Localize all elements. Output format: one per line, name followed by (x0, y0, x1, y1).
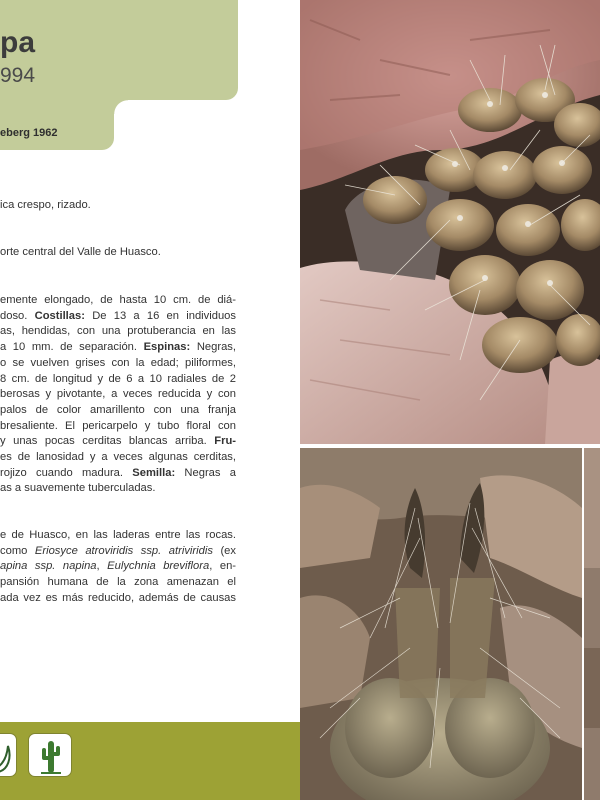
text-line: a 10 mm. de separación. Espinas: Negras, (0, 341, 236, 354)
habit-line: ica crespo, rizado. (0, 199, 91, 211)
espinas-label: Espinas: (143, 341, 191, 354)
species-name: apina ssp. napina (0, 560, 97, 573)
species-name: Eulychnia breviflora (107, 560, 210, 573)
plant-shape-icon (0, 733, 17, 777)
bottom-photo-cactus-buds (300, 448, 582, 800)
distribution-paragraph (0, 245, 236, 261)
costillas-label: Costillas: (34, 309, 85, 322)
text-line: pansión humana de la zona amenazan el (0, 576, 236, 589)
text-line: berosas y pivotante, a veces reducida y con (0, 388, 236, 401)
text-line: as, hendidas, con una protuberancia en las (0, 325, 236, 338)
text-line: 8 cm. de longitud y de 6 a 10 radiales de 2 (0, 372, 236, 385)
habit-paragraph (0, 198, 236, 214)
text-line: as a suavemente tuberculadas. (0, 482, 156, 495)
species-name: Eriosyce atroviridis ssp. atriviridis (34, 544, 213, 557)
semilla-label: Semilla: (132, 466, 176, 479)
text-line: y unas pocas cerditas blancas arriba. Fru- (0, 435, 236, 448)
text-line: apina ssp. napina, Eulychnia breviflora, en- (0, 560, 237, 573)
title-banner (0, 0, 238, 100)
fruto-label: Fru- (214, 435, 236, 448)
distribution-line: orte central del Valle de Huasco. (0, 246, 161, 258)
top-photo-cactus-cluster (300, 0, 600, 444)
text-line: es de lanosidad y a veces algunas cerditas, (0, 451, 236, 464)
author-citation: eberg 1962 (0, 127, 58, 139)
text-line: palos de color amarillento con una franja (0, 403, 236, 416)
author-banner (0, 100, 114, 150)
text-line: ada vez es más reducido, además de causas (0, 591, 236, 604)
columnar-cactus-icon (28, 733, 72, 777)
description-paragraph (0, 293, 236, 497)
text-line: bresaliente. El pericarpelo y tubo floral con (0, 419, 236, 432)
text-line: emente elongado, de hasta 10 cm. de diá- (0, 294, 236, 306)
text-line: e de Huasco, en las laderas entre las rocas. (0, 529, 236, 541)
bottom-right-photo-rock (584, 448, 600, 800)
species-title: pa (0, 26, 36, 59)
text-line: o se vuelven grises con la edad; piliformes, (0, 356, 236, 369)
text-line: como Eriosyce atroviridis ssp. atriviridis (ex (0, 544, 236, 557)
habitat-paragraph (0, 528, 236, 607)
text-line: rojizo cuando madura. Semilla: Negras a (0, 466, 236, 479)
text-line: doso. Costillas: De 13 a 16 en individuos (0, 309, 236, 322)
species-subtitle: 994 (0, 64, 36, 87)
